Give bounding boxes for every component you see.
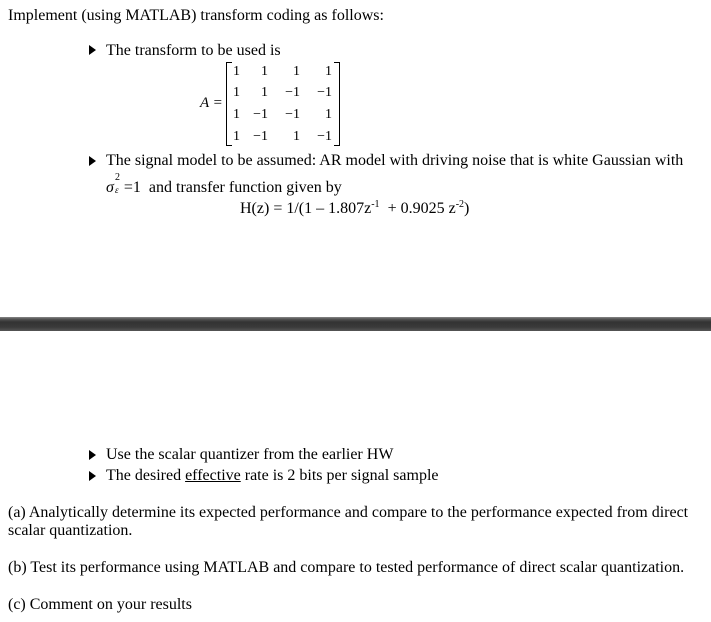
variance-value: =1 (123, 179, 141, 196)
bullet-rate (106, 468, 438, 484)
matrix-cell: −1 (317, 85, 332, 100)
matrix-cell: 1 (233, 85, 240, 100)
matrix-cell: −1 (253, 107, 268, 122)
intro-text: Implement (using MATLAB) transform coding as follows: (8, 7, 384, 24)
bullet-quantizer: Use the scalar quantizer from the earlier HW (106, 446, 394, 463)
bullet-icon (89, 45, 96, 55)
matrix-right-bracket (334, 62, 340, 146)
matrix-cell: −1 (285, 107, 300, 122)
bullet-transform: The transform to be used is (106, 42, 281, 59)
part-a-line1: (a) Analytically determine its expected performance and compare to the performance expected from direct (8, 504, 689, 521)
bullet-icon (89, 450, 96, 460)
tf-exp2: -2 (455, 199, 465, 210)
transform-matrix (226, 60, 340, 148)
tf-suffix: ) (464, 200, 470, 217)
matrix-cell: 1 (233, 107, 240, 122)
matrix-label: A = (200, 95, 223, 111)
matrix-cell: 1 (325, 107, 332, 122)
tf-middle: + 0.9025 z (379, 200, 456, 217)
part-c: (c) Comment on your results (8, 596, 192, 613)
variance-tail: and transfer function given by (148, 179, 342, 196)
section-divider (0, 317, 711, 331)
bullet-icon (89, 471, 96, 481)
matrix-cell: 1 (233, 64, 240, 79)
sigma-symbol: σ 2 ε (106, 172, 120, 196)
matrix-cell: 1 (325, 64, 332, 79)
tf-exp1: -1 (371, 199, 380, 210)
matrix-cell: 1 (261, 85, 268, 100)
matrix-cell: −1 (317, 129, 332, 144)
tf-prefix: H(z) = 1/(1 – 1.807z (240, 200, 372, 217)
matrix-cell: 1 (293, 129, 300, 144)
part-b: (b) Test its performance using MATLAB and compare to tested performance of direct scalar quantization. (8, 559, 685, 576)
transfer-function (240, 201, 469, 217)
matrix-cell: 1 (293, 64, 300, 79)
variance-expression (106, 172, 342, 196)
bullet-signal-model: The signal model to be assumed: AR model with driving noise that is white Gaussian with (106, 152, 684, 169)
matrix-cell: 1 (261, 64, 268, 79)
rate-pre: The desired (106, 467, 186, 484)
rate-post: rate is 2 bits per signal sample (240, 467, 439, 484)
matrix-cell: 1 (233, 129, 240, 144)
bullet-icon (89, 156, 96, 166)
matrix-cell: −1 (285, 85, 300, 100)
matrix-cell: −1 (253, 129, 268, 144)
rate-emphasis: effective (185, 467, 241, 484)
part-a-line2: scalar quantization. (8, 522, 133, 539)
